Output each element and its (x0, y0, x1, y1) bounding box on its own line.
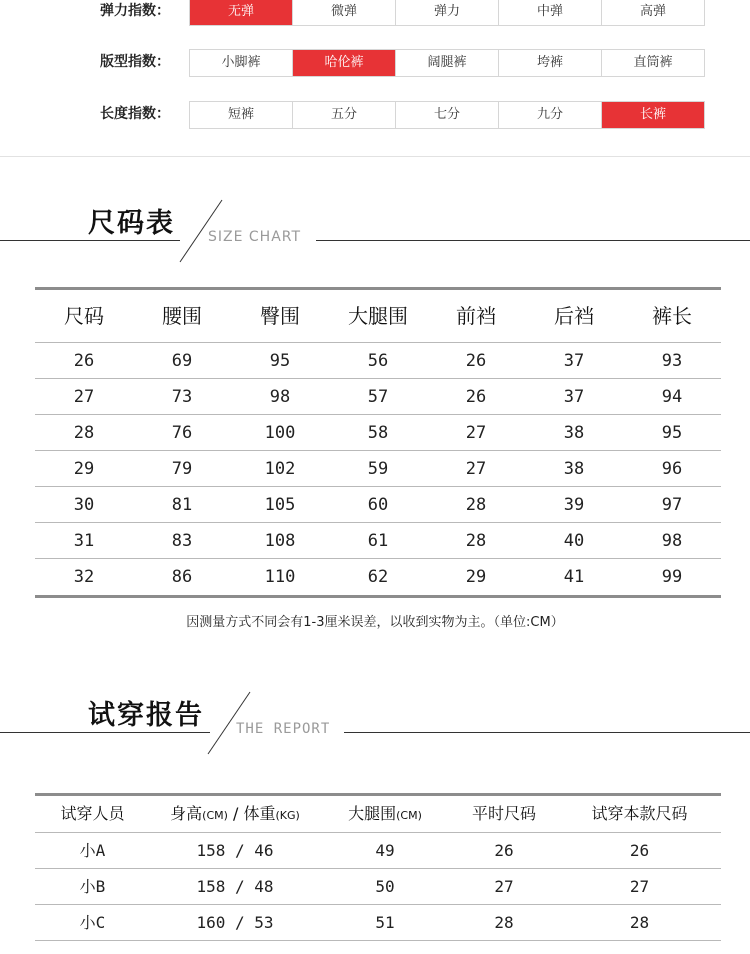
table-cell: 37 (563, 387, 585, 407)
header-cell: 后裆 (554, 304, 594, 328)
elasticity-index-row (0, 0, 750, 28)
table-cell: 27 (465, 423, 487, 443)
heading-rule-left (0, 240, 180, 241)
header-cell: 尺码 (64, 304, 104, 328)
height-label: 身高 (170, 804, 203, 823)
elasticity-option[interactable]: 高弹 (602, 0, 704, 25)
table-cell: 28 (494, 913, 514, 932)
table-cell: 59 (367, 459, 389, 479)
table-cell: 95 (269, 351, 291, 371)
table-cell: 51 (375, 913, 395, 932)
elasticity-option[interactable]: 弹力 (396, 0, 499, 25)
table-cell: 96 (661, 459, 683, 479)
table-cell: 99 (661, 567, 683, 587)
table-cell: 94 (661, 387, 683, 407)
table-cell: 27 (494, 877, 514, 896)
length-option[interactable]: 长裤 (602, 102, 704, 128)
header-separator: / (227, 804, 244, 823)
table-cell: 28 (73, 423, 95, 443)
table-row (35, 905, 721, 941)
table-cell: 37 (563, 351, 585, 371)
table-cell: 26 (629, 841, 650, 860)
header-cell: 腰围 (162, 304, 202, 328)
table-cell: 28 (465, 495, 487, 515)
table-cell: 50 (375, 877, 395, 896)
length-option[interactable]: 五分 (293, 102, 396, 128)
fit-index-row (0, 49, 750, 79)
table-cell: 41 (563, 567, 585, 587)
fitting-report-table (35, 793, 721, 941)
table-cell: 61 (367, 531, 389, 551)
table-cell: 95 (661, 423, 683, 443)
table-cell: 38 (563, 423, 585, 443)
thigh-unit: (CM) (396, 809, 422, 822)
table-header-row (35, 796, 721, 833)
elasticity-option[interactable]: 无弹 (190, 0, 293, 25)
table-cell: 26 (494, 841, 514, 860)
table-cell: 27 (73, 387, 95, 407)
table-cell: 39 (563, 495, 585, 515)
table-cell: 108 (264, 531, 296, 551)
table-cell: 小C (79, 913, 106, 932)
header-cell: 试穿本款尺码 (591, 804, 688, 823)
elasticity-option[interactable]: 微弹 (293, 0, 396, 25)
table-cell: 62 (367, 567, 389, 587)
table-cell: 98 (269, 387, 291, 407)
table-row (35, 869, 721, 905)
table-row (35, 343, 721, 379)
report-title: 试穿报告 (88, 700, 204, 731)
section-divider (0, 156, 750, 157)
size-chart-title: 尺码表 (88, 208, 175, 239)
fit-option[interactable]: 垮裤 (499, 50, 602, 76)
table-cell: 158 / 48 (196, 877, 274, 896)
table-row (35, 451, 721, 487)
elasticity-index-label: 弹力指数： (100, 3, 170, 19)
weight-label: 体重 (243, 804, 276, 823)
table-cell: 58 (367, 423, 389, 443)
table-cell: 26 (465, 351, 487, 371)
header-cell: 平时尺码 (471, 804, 536, 823)
table-cell: 81 (171, 495, 193, 515)
table-row (35, 379, 721, 415)
table-cell: 97 (661, 495, 683, 515)
table-cell: 158 / 46 (196, 841, 274, 860)
header-cell (320, 796, 450, 832)
table-row (35, 487, 721, 523)
fit-option[interactable]: 直筒裤 (602, 50, 704, 76)
table-cell: 102 (264, 459, 296, 479)
table-cell: 105 (264, 495, 296, 515)
heading-rule-right (316, 240, 750, 241)
table-cell: 100 (264, 423, 296, 443)
header-cell: 试穿人员 (60, 804, 125, 823)
elasticity-option[interactable]: 中弹 (499, 0, 602, 25)
header-cell (150, 796, 320, 832)
table-cell: 110 (264, 567, 296, 587)
table-cell: 小A (79, 841, 106, 860)
table-cell: 26 (73, 351, 95, 371)
table-cell: 32 (73, 567, 95, 587)
table-cell: 93 (661, 351, 683, 371)
table-cell: 28 (465, 531, 487, 551)
table-row (35, 833, 721, 869)
length-index-label: 长度指数： (100, 106, 170, 122)
header-cell: 裤长 (652, 304, 692, 328)
header-cell: 臀围 (260, 304, 300, 328)
table-cell: 38 (563, 459, 585, 479)
fit-index-label: 版型指数： (100, 54, 170, 70)
table-header-row (35, 290, 721, 343)
table-cell: 27 (465, 459, 487, 479)
length-option[interactable]: 九分 (499, 102, 602, 128)
table-cell: 69 (171, 351, 193, 371)
table-cell: 160 / 53 (196, 913, 274, 932)
table-cell: 57 (367, 387, 389, 407)
size-chart-table (35, 287, 721, 598)
length-option[interactable]: 七分 (396, 102, 499, 128)
table-cell: 26 (465, 387, 487, 407)
table-row (35, 415, 721, 451)
fit-option[interactable]: 哈伦裤 (293, 50, 396, 76)
table-cell: 小B (79, 877, 106, 896)
elasticity-options (189, 0, 705, 26)
table-row (35, 559, 721, 595)
table-cell: 40 (563, 531, 585, 551)
table-cell: 49 (375, 841, 395, 860)
table-cell: 98 (661, 531, 683, 551)
table-cell: 30 (73, 495, 95, 515)
table-cell: 56 (367, 351, 389, 371)
header-cell: 前裆 (456, 304, 496, 328)
table-cell: 76 (171, 423, 193, 443)
table-cell: 79 (171, 459, 193, 479)
table-cell: 31 (73, 531, 95, 551)
height-unit: (CM) (202, 809, 228, 822)
heading-rule-left (0, 732, 210, 733)
table-cell: 29 (465, 567, 487, 587)
fit-option[interactable]: 阔腿裤 (396, 50, 499, 76)
length-option[interactable]: 短裤 (190, 102, 293, 128)
fit-options (189, 49, 705, 77)
table-cell: 73 (171, 387, 193, 407)
fit-option[interactable]: 小脚裤 (190, 50, 293, 76)
report-subtitle: THE REPORT (236, 721, 331, 737)
size-chart-subtitle: SIZE CHART (208, 229, 302, 245)
thigh-label: 大腿围 (348, 804, 397, 823)
length-options (189, 101, 705, 129)
table-cell: 60 (367, 495, 389, 515)
table-cell: 27 (629, 877, 650, 896)
weight-unit: (KG) (275, 809, 300, 822)
heading-rule-right (344, 732, 750, 733)
length-index-row (0, 101, 750, 131)
table-cell: 86 (171, 567, 193, 587)
table-cell: 29 (73, 459, 95, 479)
header-cell: 大腿围 (348, 304, 408, 328)
table-cell: 83 (171, 531, 193, 551)
measurement-note: 因测量方式不同会有1-3厘米误差，以收到实物为主。（单位:CM） (186, 615, 564, 630)
table-row (35, 523, 721, 559)
table-cell: 28 (629, 913, 650, 932)
